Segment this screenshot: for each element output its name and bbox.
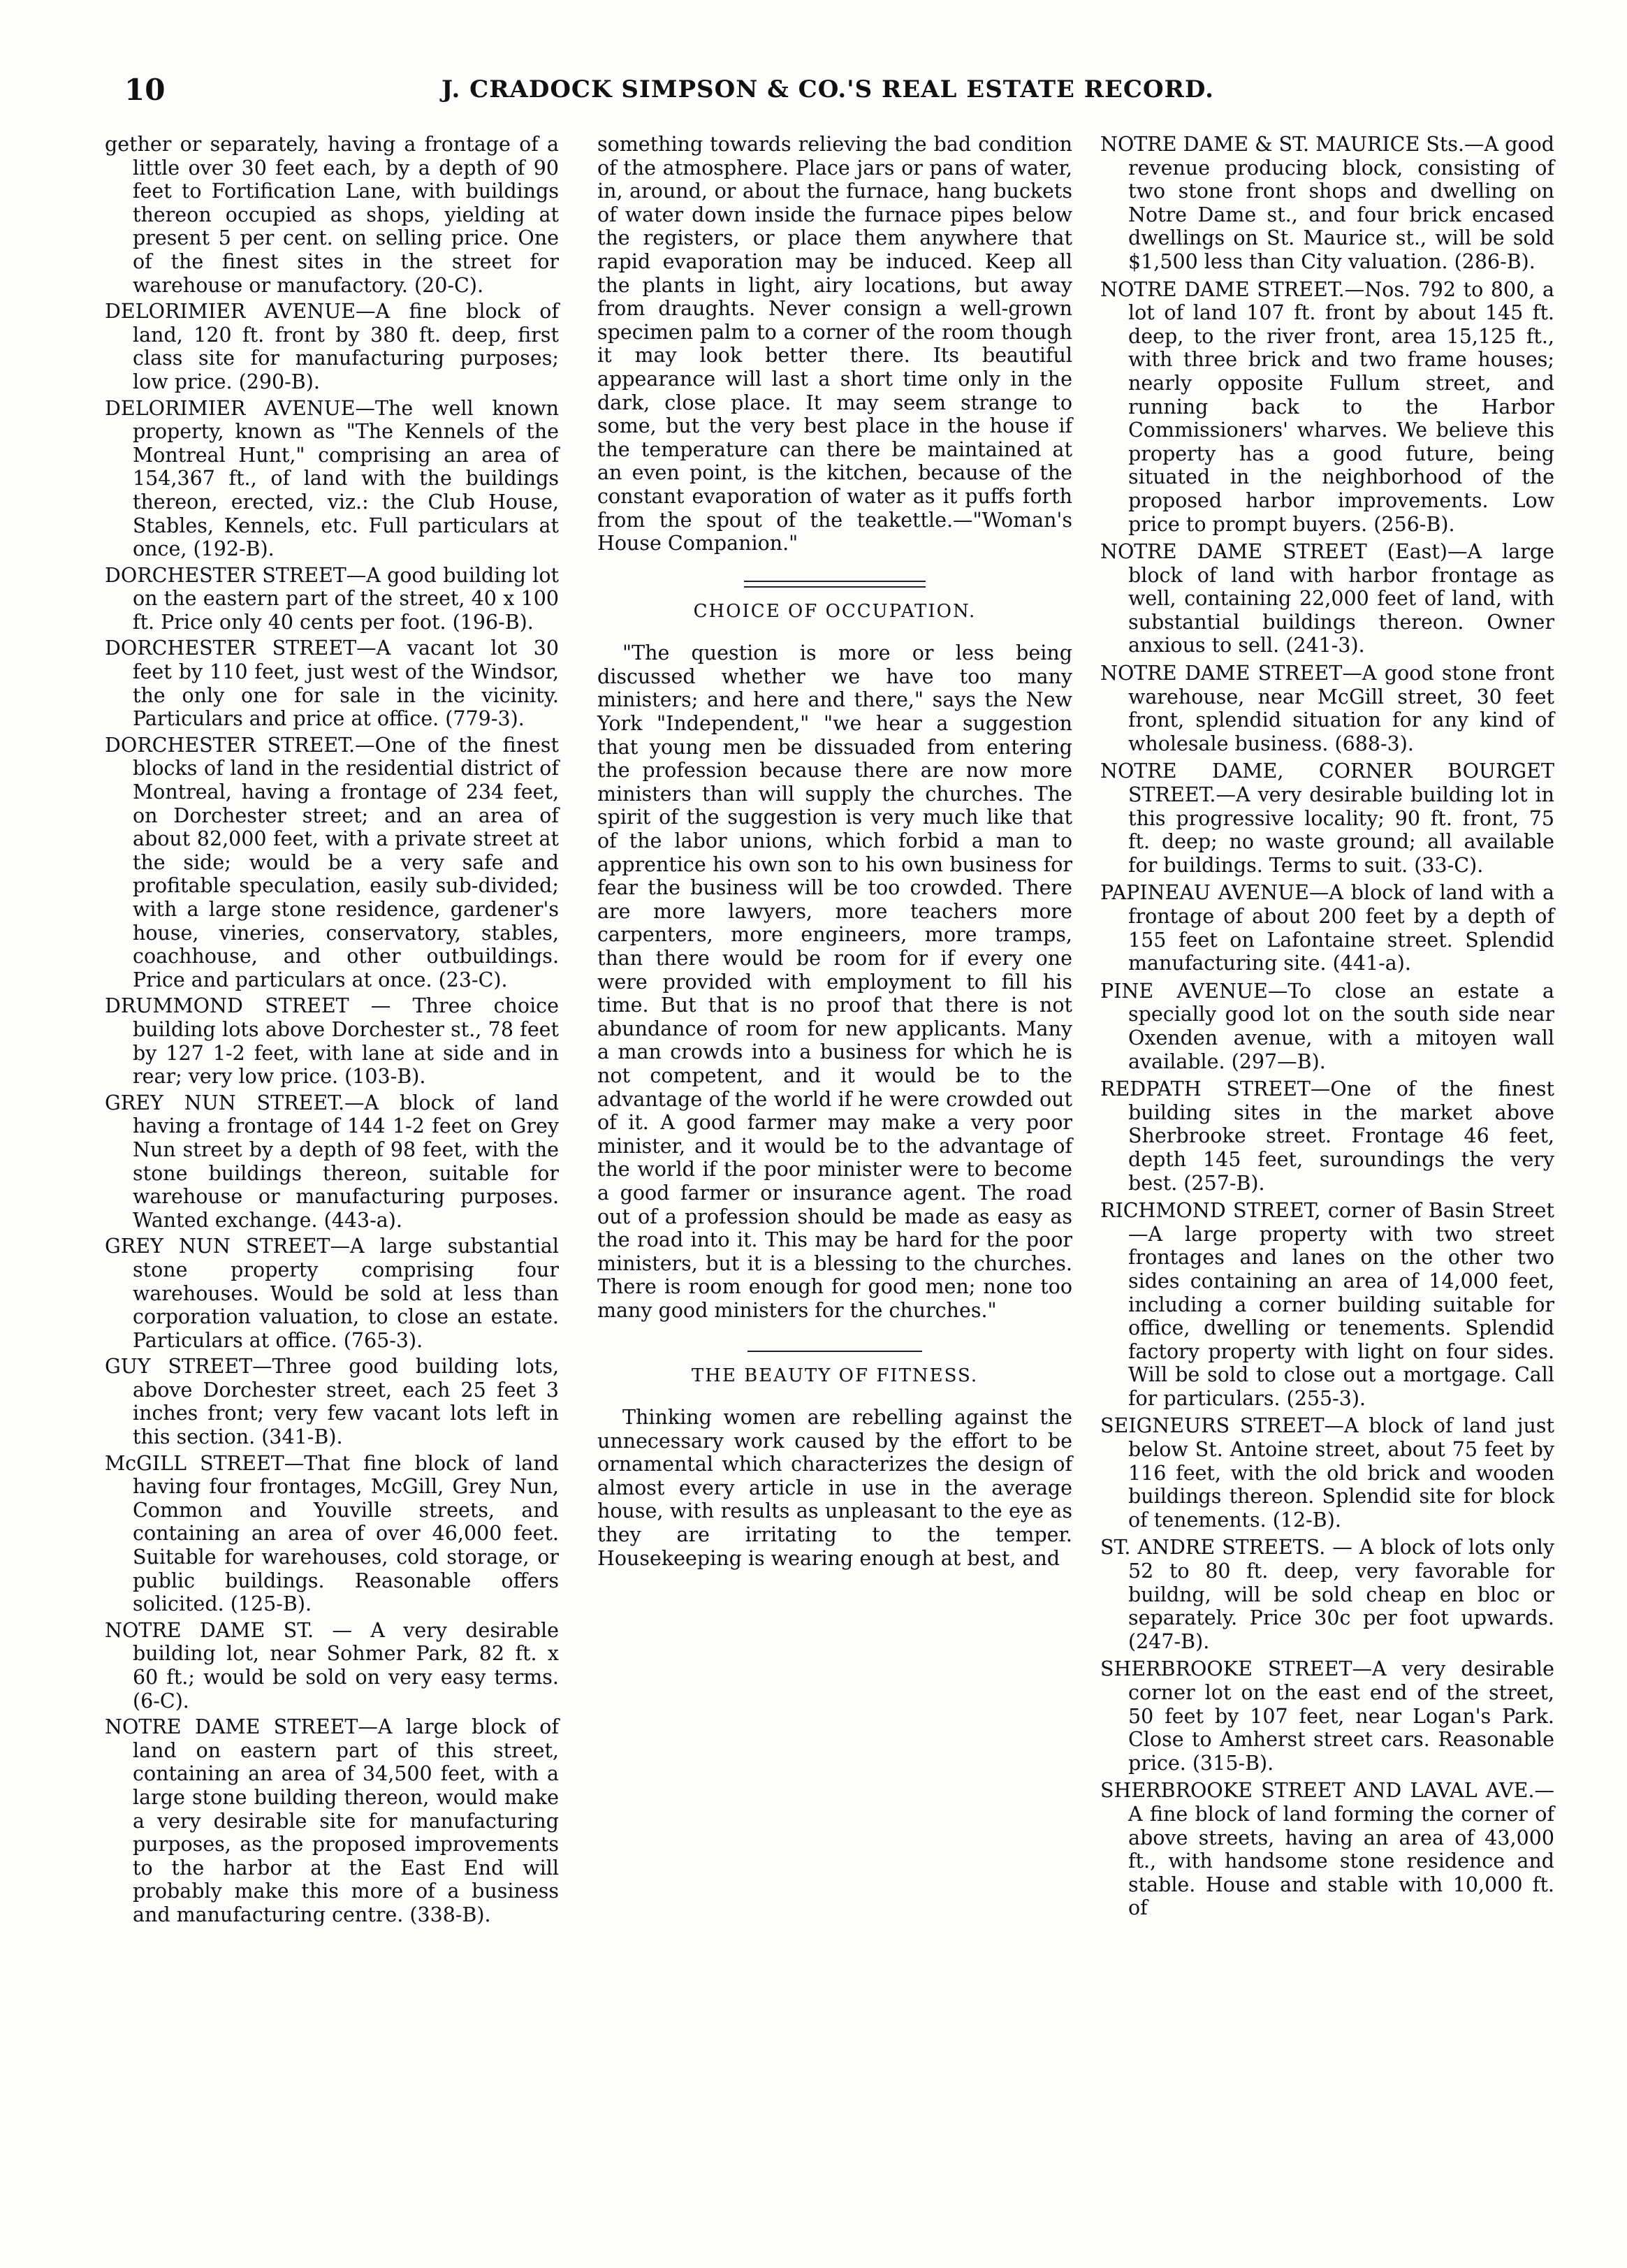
listing-entry: DORCHESTER STREET—A good building lot on the eastern part of the street, 40 x 100 ft. Price only 40 cents per foot. (196-B).	[105, 563, 559, 634]
listing-entry: NOTRE DAME STREET—A good stone front warehouse, near McGill street, 30 feet front, splendid situation for any kind of wholesale business. (688-3).	[1100, 662, 1554, 755]
column-1	[105, 133, 559, 1930]
page-header	[105, 73, 1551, 122]
listing-entry: GREY NUN STREET—A large substantial stone property comprising four warehouses. Would be sold at less than corporation valuation, to close an estate. Particulars at office. (765-3).	[105, 1235, 559, 1352]
listing-entry: NOTRE DAME & ST. MAURICE Sts.—A good revenue producing block, consisting of two stone front shops and dwelling on Notre Dame st., and four brick encased dwellings on St. Maurice st., will be sold $1,500 less than City valuation. (286-B).	[1100, 133, 1554, 273]
listing-entry: DELORIMIER AVENUE—The well known property, known as "The Kennels of the Montreal Hunt," comprising an area of 154,367 ft., of land with the buildings thereon, erected, viz.: the Club House, Stables, Kennels, etc. Full particulars at once, (192-B).	[105, 396, 559, 561]
section-title: THE BEAUTY OF FITNESS.	[691, 1365, 979, 1386]
listing-entry: GUY STREET—Three good building lots, above Dorchester street, each 25 feet 3 inches front; very few vacant lots left in this section. (341-B).	[105, 1355, 559, 1449]
running-head: J. CRADOCK SIMPSON & CO.'S REAL ESTATE RECORD.	[442, 75, 1214, 103]
listing-entry: REDPATH STREET—One of the finest building sites in the market above Sherbrooke street. Frontage 46 feet, depth 145 feet, suroundings the very best. (257-B).	[1100, 1077, 1554, 1195]
listing-entry: NOTRE DAME STREET.—Nos. 792 to 800, a lot of land 107 ft. front by about 145 ft. deep, to the river front, area 15,125 ft., with three brick and two frame houses; nearly opposite Fullum street, and running back to the Harbor Commissioners' wharves. We believe this property has a good future, being situated in the neighborhood of the proposed harbor improvements. Low price to prompt buyers. (256-B).	[1100, 277, 1554, 536]
article-paragraph: "The question is more or less being discussed whether we have too many ministers; and here and there," says the New York "Independent," "we hear a suggestion that young men be dissuaded from entering the profession because there are now more ministers than will supply the churches. The spirit of the suggestion is very much like that of the labor unions, which forbid a man to apprentice his own son to his own business for fear the business will be too crowded. There are more lawyers, more teachers more carpenters, more engineers, more tramps, than there would be room for if every one were provided with employment to fill his time. But that is no proof that there is not abundance of room for new applicants. Many a man crowds into a business for which he is not competent, and it would be to the advantage of the world if he were crowded out of it. A good farmer may make a very poor minister, and it would be to the advantage of the world if the poor minister were to become a good farmer or insurance agent. The road out of a profession should be made as easy as the road into it. This may be hard for the poor ministers, but it is a blessing to the churches. There is room enough for good men; none too many good ministers for the churches."	[597, 641, 1072, 1322]
listing-entry: SHERBROOKE STREET AND LAVAL AVE.—A fine block of land forming the corner of above streets, having an area of 43,000 ft., with handsome stone residence and stable. House and stable with 10,000 ft. of	[1100, 1779, 1554, 1920]
listing-entry: SHERBROOKE STREET—A very desirable corner lot on the east end of the street, 50 feet by 107 feet, near Logan's Park. Close to Amherst street cars. Reasonable price. (315-B).	[1100, 1657, 1554, 1775]
listing-entry: gether or separately, having a frontage of a little over 30 feet each, by a depth of 90 feet to Fortification Lane, with buildings thereon occupied as shops, yielding at present 5 per cent. on selling price. One of the finest sites in the street for warehouse or manufactory. (20-C).	[105, 133, 559, 297]
listing-entry: DELORIMIER AVENUE—A fine block of land, 120 ft. front by 380 ft. deep, first class site for manufacturing purposes; low price. (290-B).	[105, 300, 559, 393]
listing-entry: RICHMOND STREET, corner of Basin Street—A large property with two street frontages and lanes on the other two sides containing an area of 14,000 feet, including a corner building suitable for office, dwelling or tenements. Splendid factory property with light on four sides. Will be sold to close out a mortgage. Call for particulars. (255-3).	[1100, 1199, 1554, 1410]
listing-entry: PINE AVENUE—To close an estate a specially good lot on the south side near Oxenden avenue, with a mitoyen wall available. (297—B).	[1100, 979, 1554, 1073]
listing-entry: McGILL STREET—That fine block of land having four frontages, McGill, Grey Nun, Common and Youville streets, and containing an area of over 46,000 feet. Suitable for warehouses, cold storage, or public buildings. Reasonable offers solicited. (125-B).	[105, 1451, 559, 1616]
section-divider	[747, 1351, 922, 1352]
listing-entry: GREY NUN STREET.—A block of land having a frontage of 144 1-2 feet on Grey Nun street by a depth of 98 feet, with the stone buildings thereon, suitable for warehouse or manufacturing purposes. Wanted exchange. (443-a).	[105, 1091, 559, 1232]
listing-entry: SEIGNEURS STREET—A block of land just below St. Antoine street, about 75 feet by 116 feet, with the old brick and wooden buildings thereon. Splendid site for block of tenements. (12-B).	[1100, 1414, 1554, 1532]
listing-entry: PAPINEAU AVENUE—A block of land with a frontage of about 200 feet by a depth of 155 feet on Lafontaine street. Splendid manufacturing site. (441-a).	[1100, 881, 1554, 975]
listing-entry: ST. ANDRE STREETS. — A block of lots only 52 to 80 ft. deep, very favorable for buildng, will be sold cheap en bloc or separately. Price 30c per foot upwards. (247-B).	[1100, 1536, 1554, 1653]
listing-entry: NOTRE DAME STREET (East)—A large block of land with harbor frontage as well, containing 22,000 feet of land, with substantial buildings thereon. Owner anxious to sell. (241-3).	[1100, 540, 1554, 657]
listing-entry: DRUMMOND STREET — Three choice building lots above Dorchester st., 78 feet by 127 1-2 feet, with lane at side and in rear; very low price. (103-B).	[105, 994, 559, 1089]
listing-entry: NOTRE DAME ST. — A very desirable building lot, near Sohmer Park, 82 ft. x 60 ft.; would be sold on very easy terms. (6-C).	[105, 1618, 559, 1713]
column-3	[1100, 133, 1554, 1924]
listing-entry: NOTRE DAME STREET—A large block of land on eastern part of this street, containing an area of 34,500 feet, with a large stone building thereon, would make a very desirable site for manufacturing purposes, as the proposed improvements to the harbor at the East End will probably make this more of a business and manufacturing centre. (338-B).	[105, 1715, 559, 1926]
article-paragraph: Thinking women are rebelling against the unnecessary work caused by the effort to be ornamental which characterizes the design of almost every article in use in the average house, with results as unpleasant to the eye as they are irritating to the temper. Housekeeping is wearing enough at best, and	[597, 1406, 1072, 1570]
page-number: 10	[124, 73, 166, 107]
column-2	[597, 133, 1072, 1570]
section-divider	[744, 581, 926, 588]
section-title: CHOICE OF OCCUPATION.	[693, 600, 977, 622]
listing-entry: DORCHESTER STREET—A vacant lot 30 feet by 110 feet, just west of the Windsor, the only one for sale in the vicinity. Particulars and price at office. (779-3).	[105, 637, 559, 731]
listing-entry: NOTRE DAME, CORNER BOURGET STREET.—A very desirable building lot in this progressive locality; 90 ft. front, 75 ft. deep; no waste ground; all available for buildings. Terms to suit. (33-C).	[1100, 759, 1554, 877]
article-continuation: something towards relieving the bad condition of the atmosphere. Place jars or pans of water, in, around, or about the furnace, hang buckets of water down inside the furnace pipes below the registers, or place them anywhere that rapid evaporation may be induced. Keep all the plants in light, airy locations, but away from draughts. Never consign a well-grown specimen palm to a corner of the room though it may look better there. Its beautiful appearance will last a short time only in the dark, close place. It may seem strange to some, but the very best place in the house if the temperature can there be maintained at an even point, is the kitchen, because of the constant evaporation of water as it puffs forth from the spout of the teakettle.—"Woman's House Companion."	[597, 133, 1072, 555]
listing-entry: DORCHESTER STREET.—One of the finest blocks of land in the residential district of Montreal, having a frontage of 234 feet, on Dorchester street; and an area of about 82,000 feet, with a private street at the side; would be a very safe and profitable speculation, easily sub-divided; with a large stone residence, gardener's house, vineries, conservatory, stables, coachhouse, and other outbuildings. Price and particulars at once. (23-C).	[105, 733, 559, 991]
